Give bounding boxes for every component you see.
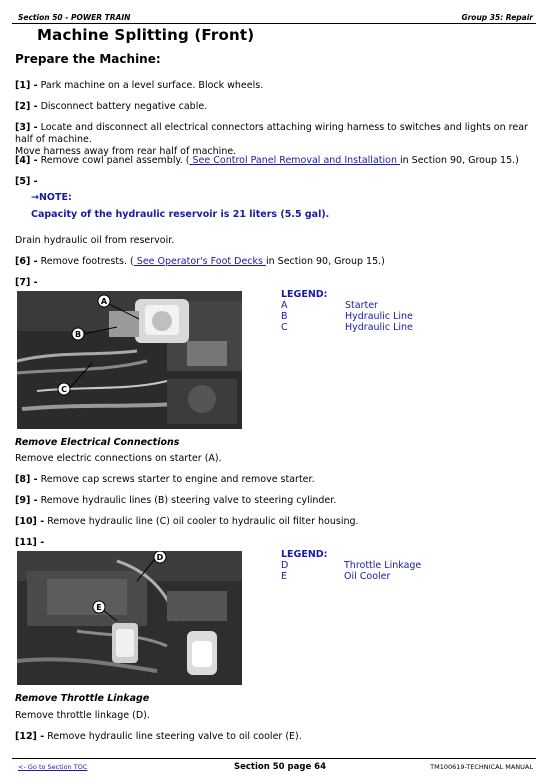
step-number: [4] - — [15, 155, 38, 166]
legend-value: Hydraulic Line — [345, 322, 413, 333]
step-8 — [15, 474, 315, 486]
step-12 — [15, 731, 302, 743]
step-4 — [15, 155, 519, 167]
legend-value: Starter — [345, 300, 378, 311]
step-number: [9] - — [15, 495, 38, 506]
callout-c: C — [61, 385, 67, 394]
step-text-continued: Move harness away from rear half of machine. — [15, 146, 237, 157]
step-5 — [15, 176, 38, 188]
figure-caption: Remove Throttle Linkage — [15, 693, 150, 704]
figure-caption: Remove Electrical Connections — [15, 437, 180, 448]
step-number: [6] - — [15, 256, 38, 267]
step-3 — [15, 122, 535, 158]
step-text: Remove cap screws starter to engine and remove starter. — [40, 474, 315, 485]
page-title: Machine Splitting (Front) — [37, 26, 255, 44]
header-section: Section 50 - POWER TRAIN — [18, 13, 131, 22]
legend-key: E — [281, 571, 288, 582]
step-text: Remove cowl panel assembly. ( — [40, 155, 190, 166]
callout-a: A — [100, 297, 108, 306]
starter-photo-illustration — [17, 291, 242, 429]
step-text: Remove hydraulic line (C) oil cooler to hydraulic oil filter housing. — [47, 516, 359, 527]
callout-b: B — [74, 330, 82, 339]
step-9 — [15, 495, 336, 507]
step-number: [11] - — [15, 537, 45, 548]
legend-value: Throttle Linkage — [344, 560, 422, 571]
legend-key: A — [281, 300, 288, 311]
step-7 — [15, 277, 38, 289]
step-1 — [15, 80, 263, 92]
legend-title: LEGEND: — [281, 289, 328, 300]
section-toc-link[interactable]: <- Go to Section TOC — [18, 763, 88, 771]
figure-instruction: Remove electric connections on starter (A). — [15, 453, 222, 464]
step-text: Locate and disconnect all electrical connectors attaching wiring harness to switches and lights on rear half of machine. — [15, 122, 528, 145]
throttle-photo — [17, 551, 242, 685]
legend-value: Oil Cooler — [344, 571, 391, 582]
step-10 — [15, 516, 359, 528]
step-text: Remove hydraulic lines (B) steering valve to steering cylinder. — [40, 495, 337, 506]
note-heading: →NOTE: — [31, 192, 72, 203]
header-divider — [12, 23, 536, 24]
step-number: [8] - — [15, 474, 38, 485]
step-text-suffix: in Section 90, Group 15.) — [265, 256, 385, 267]
step-text: Disconnect battery negative cable. — [40, 101, 208, 112]
starter-photo — [17, 291, 242, 429]
callout-d: D — [156, 553, 164, 562]
step-number: [7] - — [15, 277, 38, 288]
page-number: Section 50 page 64 — [234, 762, 326, 772]
figure-instruction: Remove throttle linkage (D). — [15, 710, 150, 721]
drain-instruction: Drain hydraulic oil from reservoir. — [15, 235, 175, 246]
step-number: [10] - — [15, 516, 45, 527]
step-number: [2] - — [15, 101, 38, 112]
step-6 — [15, 256, 385, 268]
legend-key: C — [281, 322, 288, 333]
step-text: Park machine on a level surface. Block wheels. — [40, 80, 264, 91]
step-number: [12] - — [15, 731, 45, 742]
step-number: [3] - — [15, 122, 38, 133]
step-text-suffix: in Section 90, Group 15.) — [399, 155, 519, 166]
step-text: Remove hydraulic line steering valve to oil cooler (E). — [47, 731, 302, 742]
legend-key: B — [281, 311, 288, 322]
step-text: Remove footrests. ( — [40, 256, 134, 267]
throttle-photo-illustration — [17, 551, 242, 685]
step-number: [5] - — [15, 176, 38, 187]
step-11 — [15, 537, 44, 549]
callout-e: E — [96, 603, 102, 612]
footer-divider — [12, 758, 536, 759]
control-panel-link[interactable]: See Control Panel Removal and Installation — [189, 155, 400, 166]
manual-id: TM100619-TECHNICAL MANUAL — [430, 763, 533, 771]
header-group: Group 35: Repair — [461, 13, 533, 22]
foot-decks-link[interactable]: See Operator's Foot Decks — [133, 256, 266, 267]
note-text: Capacity of the hydraulic reservoir is 21 liters (5.5 gal). — [31, 209, 330, 220]
legend-value: Hydraulic Line — [345, 311, 413, 322]
step-number: [1] - — [15, 80, 38, 91]
legend-key: D — [281, 560, 289, 571]
legend-title: LEGEND: — [281, 549, 328, 560]
section-subtitle: Prepare the Machine: — [15, 52, 161, 66]
step-2 — [15, 101, 207, 113]
